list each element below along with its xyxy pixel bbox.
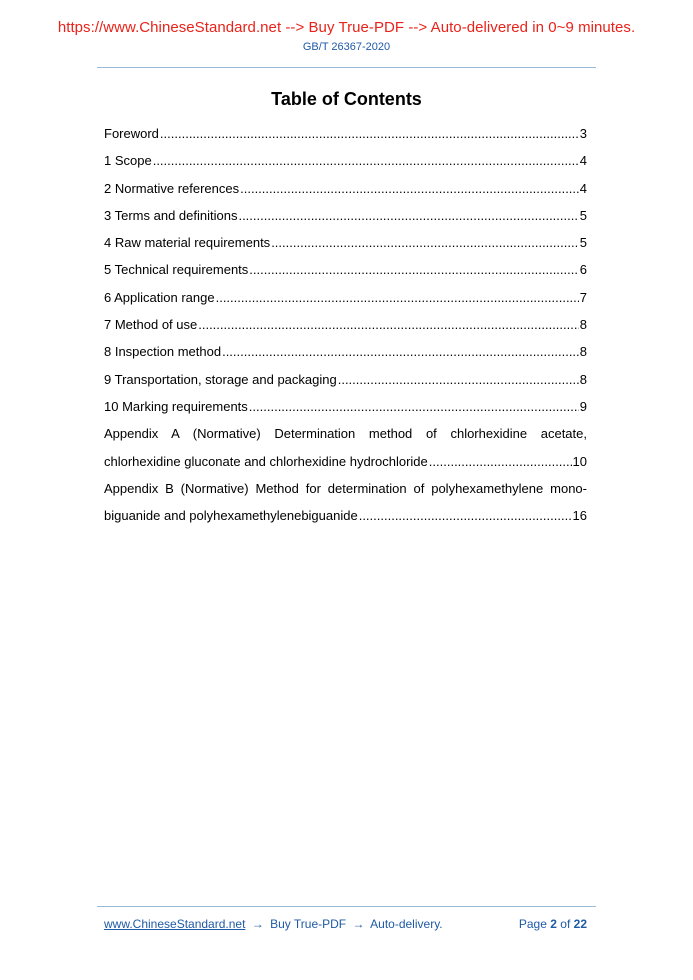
toc-entry-page: 4 — [579, 153, 587, 169]
footer-delivery-text: Auto-delivery. — [370, 917, 443, 931]
toc-leader-dots — [160, 120, 579, 147]
toc-entry-page: 8 — [579, 344, 587, 360]
toc-entry-page: 5 — [579, 235, 587, 251]
footer-divider — [97, 906, 596, 907]
toc-entry[interactable] — [104, 448, 587, 475]
page-word: Page — [518, 917, 547, 931]
toc-entry-label: Foreword — [104, 126, 159, 141]
toc-entry[interactable] — [104, 147, 587, 174]
toc-leader-dots — [238, 202, 578, 229]
toc-entry-line[interactable]: Appendix B (Normative) Method for determination of polyhexamethylene mono- — [104, 480, 587, 496]
arrow-right-icon: → — [251, 917, 264, 931]
toc-entry-page: 16 — [572, 508, 587, 524]
toc-leader-dots — [240, 175, 579, 202]
total-pages-number: 22 — [573, 917, 587, 931]
toc-entry-page: 9 — [579, 398, 587, 414]
banner-text[interactable]: https://www.ChineseStandard.net --> Buy True-PDF --> Auto-delivered in 0~9 minutes. — [57, 19, 636, 36]
toc-entry-page: 8 — [579, 371, 587, 387]
toc-entry[interactable] — [104, 175, 587, 202]
toc-entry-label: 7 Method of use — [104, 317, 198, 333]
toc-leader-dots — [198, 311, 579, 338]
table-of-contents — [104, 120, 587, 529]
toc-leader-dots — [359, 502, 572, 529]
toc-entry[interactable] — [104, 202, 587, 229]
arrow-right-icon: → — [352, 917, 365, 931]
toc-entry-page: 6 — [579, 262, 587, 278]
toc-leader-dots — [153, 147, 579, 174]
toc-leader-dots — [216, 284, 579, 311]
toc-leader-dots — [249, 393, 579, 420]
toc-entry-label: chlorhexidine gluconate and chlorhexidine hydrochloride — [104, 453, 428, 469]
current-page-number: 2 — [550, 917, 557, 931]
toc-entry[interactable] — [104, 120, 587, 147]
toc-leader-dots — [249, 256, 578, 283]
toc-entry-label: 1 Scope — [104, 153, 152, 169]
header-banner-link[interactable] — [0, 19, 693, 36]
toc-entry-label: 3 Terms and definitions — [104, 207, 238, 223]
toc-entry[interactable] — [104, 229, 587, 256]
toc-entry-label: 6 Application range — [104, 289, 215, 305]
footer-left — [104, 917, 443, 931]
footer-page-counter — [519, 917, 587, 931]
toc-entry[interactable] — [104, 393, 587, 420]
footer-site-link[interactable]: www.ChineseStandard.net — [104, 917, 246, 931]
toc-leader-dots — [271, 229, 579, 256]
toc-entry-label: 5 Technical requirements — [104, 262, 249, 278]
toc-entry-label: biguanide and polyhexamethylenebiguanide — [104, 508, 358, 524]
toc-entry[interactable] — [104, 256, 587, 283]
toc-leader-dots — [338, 366, 579, 393]
toc-entry[interactable] — [104, 311, 587, 338]
toc-entry-line[interactable]: Appendix A (Normative) Determination method of chlorhexidine acetate, — [104, 426, 587, 442]
toc-entry-label: 4 Raw material requirements — [104, 235, 271, 251]
document-number: GB/T 26367-2020 — [302, 41, 391, 53]
toc-entry-label: 8 Inspection method — [104, 344, 222, 360]
of-word: of — [560, 917, 571, 931]
toc-entry[interactable] — [104, 338, 587, 365]
toc-entry-page: 8 — [579, 317, 587, 333]
toc-entry-page: 4 — [579, 180, 587, 196]
toc-entry[interactable] — [104, 502, 587, 529]
toc-entry-page: 7 — [579, 289, 587, 305]
toc-entry[interactable] — [104, 284, 587, 311]
toc-entry-page: 3 — [579, 126, 587, 141]
toc-entry-page: 5 — [579, 207, 587, 223]
toc-entry-page: 10 — [572, 453, 587, 469]
header-divider — [97, 67, 596, 68]
toc-entry-label: 9 Transportation, storage and packaging — [104, 371, 337, 387]
toc-leader-dots — [222, 338, 579, 365]
page-title: Table of Contents — [271, 89, 422, 109]
footer — [104, 917, 587, 931]
toc-entry[interactable] — [104, 366, 587, 393]
toc-entry-label: 2 Normative references — [104, 180, 240, 196]
toc-entry-label: 10 Marking requirements — [104, 398, 248, 414]
footer-buy-text: Buy True-PDF — [270, 917, 347, 931]
toc-leader-dots — [429, 448, 572, 475]
